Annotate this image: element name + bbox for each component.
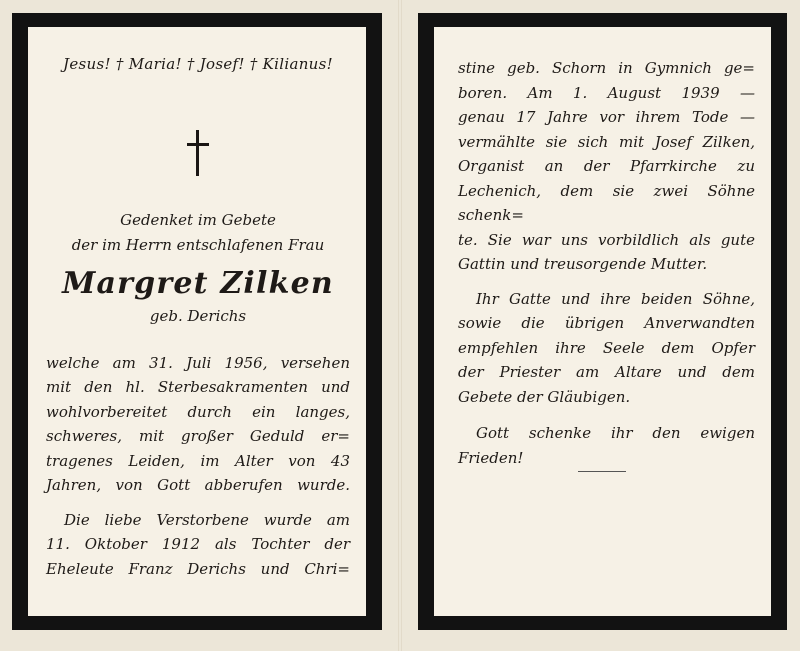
left-paragraph-2: [46, 508, 350, 582]
text-line: sowie die übrigen Anverwandten: [458, 314, 755, 332]
closing-divider: [578, 471, 626, 472]
text-line: Frieden!: [458, 448, 524, 467]
invocation-line: Jesus! † Maria! † Josef! † Kilianus!: [63, 55, 333, 73]
text-line: der Priester am Altare und dem: [458, 363, 755, 381]
text-line: Eheleute Franz Derichs und Chri=: [46, 559, 350, 578]
text-line: Die liebe Verstorbene wurde am: [64, 510, 350, 529]
intro-line-1: Gedenket im Gebete: [120, 211, 276, 229]
text-line: Jahren, von Gott abberufen wurde.: [46, 476, 350, 494]
text-line: te. Sie war uns vorbildlich als gute: [458, 230, 755, 249]
right-panel-content: [434, 27, 771, 616]
text-line: empfehlen ihre Seele dem Opfer: [458, 338, 755, 357]
text-line: stine geb. Schorn in Gymnich ge=: [458, 59, 755, 77]
card-fold: [398, 0, 402, 651]
text-line: Organist an der Pfarrkirche zu: [458, 157, 755, 175]
deceased-name: Margret Zilken: [62, 266, 334, 301]
text-line: welche am 31. Juli 1956, versehen: [46, 353, 350, 372]
text-line: Ihr Gatte und ihre beiden Söhne,: [476, 289, 755, 308]
left-paragraph-1: [46, 351, 350, 498]
text-line: schweres, mit großer Geduld er=: [46, 427, 350, 445]
right-paragraph-3: [458, 421, 755, 470]
text-line: Gattin und treusorgende Mutter.: [458, 255, 708, 273]
left-panel-content: [28, 27, 366, 616]
text-line: tragenes Leiden, im Alter von 43: [46, 451, 350, 470]
right-panel-black-border: [418, 13, 787, 630]
maiden-name: geb. Derichs: [149, 307, 247, 325]
text-line: boren. Am 1. August 1939 —: [458, 83, 755, 102]
text-line: 11. Oktober 1912 als Tochter der: [46, 535, 350, 553]
text-line: wohlvorbereitet durch ein langes,: [46, 402, 350, 421]
text-line: Lechenich, dem sie zwei Söhne schenk=: [458, 181, 755, 224]
cross-icon: [187, 130, 209, 176]
text-line: Gebete der Gläubigen.: [458, 387, 631, 406]
left-panel-black-border: [12, 13, 382, 630]
text-line: Gott schenke ihr den ewigen: [476, 424, 755, 442]
text-line: mit den hl. Sterbesakramenten und: [46, 378, 350, 396]
intro-line-2: der im Herrn entschlafenen Frau: [71, 235, 325, 254]
text-line: vermählte sie sich mit Josef Zilken,: [458, 132, 755, 151]
right-paragraph-2: [458, 287, 755, 410]
right-paragraph-1: [458, 56, 755, 277]
text-line: genau 17 Jahre vor ihrem Tode —: [458, 108, 755, 126]
